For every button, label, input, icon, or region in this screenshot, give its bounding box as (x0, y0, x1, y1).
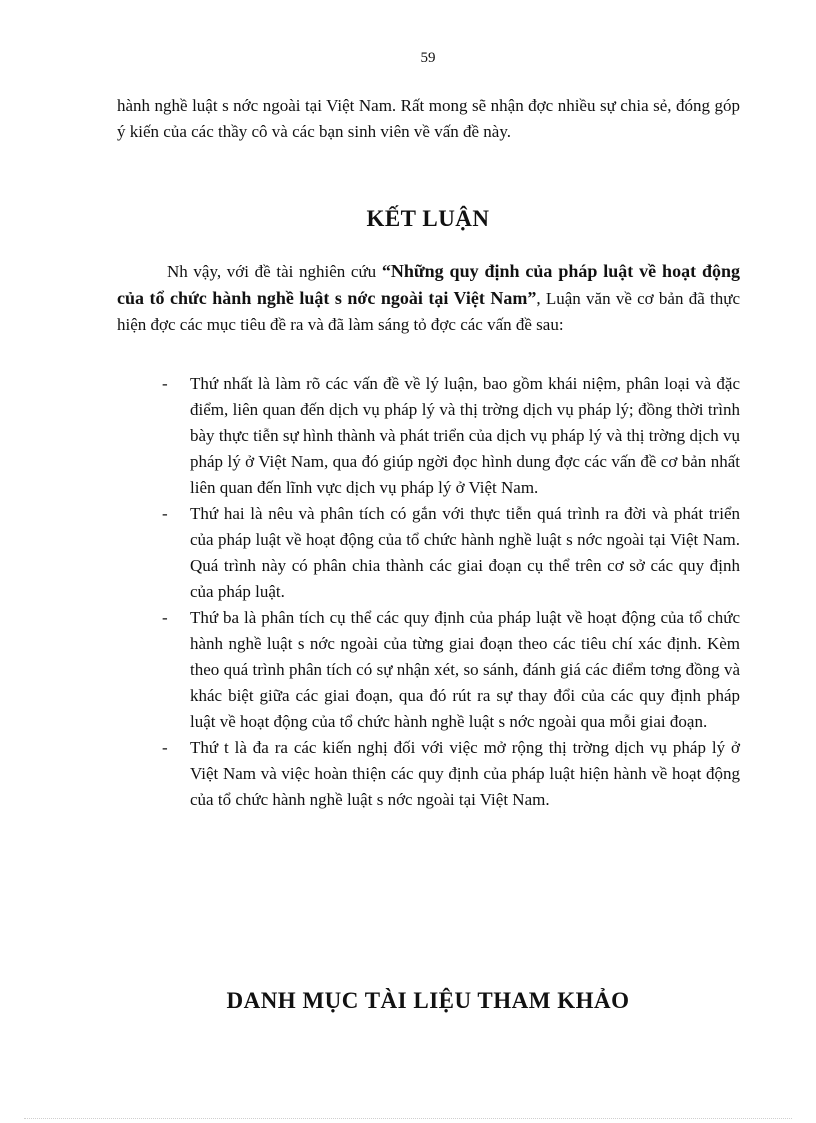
conclusion-paragraph (117, 258, 740, 338)
dash-bullet: - (162, 738, 168, 757)
dash-bullet: - (162, 374, 168, 393)
conclusion-rest: , Luận văn về cơ bản đã thực hiện đợc các mục tiêu đề ra và đã làm sáng tỏ đợc các vấn đề sau: (117, 289, 740, 334)
list-item (162, 371, 740, 501)
thesis-title: “Những quy định của pháp luật về hoạt động của tổ chức hành nghề luật s nớc ngoài tại Việt Nam” (117, 261, 740, 308)
list-item-text: Thứ t là đa ra các kiến nghị đối với việc mở rộng thị trờng dịch vụ pháp lý ở Việt Nam và việc hoàn thiện các quy định của pháp luật hiện hành về hoạt động của tổ chức hành nghề luật s nớc ngoài tại Việt Nam. (190, 738, 740, 809)
intro-paragraph: hành nghề luật s nớc ngoài tại Việt Nam. Rất mong sẽ nhận đợc nhiều sự chia sẻ, đóng góp ý kiến của các thầy cô và các bạn sinh viên về vấn đề này. (117, 96, 740, 141)
list-item-text: Thứ nhất là làm rõ các vấn đề về lý luận, bao gồm khái niệm, phân loại và đặc điểm, liên quan đến dịch vụ pháp lý và thị trờng dịch vụ pháp lý; đồng thời trình bày thực tiễn sự hình thành và phát triển của dịch vụ pháp lý và thị trờng dịch vụ pháp lý ở Việt Nam, qua đó giúp ngời đọc hình dung đợc các vấn đề cơ bản nhất liên quan đến lĩnh vực dịch vụ pháp lý ở Việt Nam. (190, 374, 740, 497)
dash-bullet: - (162, 504, 168, 523)
conclusion-lead: Nh vậy, với đề tài nghiên cứu (167, 262, 382, 281)
references-heading: DANH MỤC TÀI LIỆU THAM KHẢO (226, 988, 630, 1013)
dash-bullet: - (162, 608, 168, 627)
list-item-text: Thứ ba là phân tích cụ thể các quy định của pháp luật về hoạt động của tổ chức hành nghề luật s nớc ngoài của từng giai đoạn theo các tiêu chí xác định. Kèm theo quá trình phân tích có sự nhận xét, so sánh, đánh giá các điểm tơng đồng và khác biệt giữa các giai đoạn, qua đó rút ra sự thay đổi của các quy định pháp luật về hoạt động của tổ chức hành nghề luật s nớc ngoài qua mỗi giai đoạn. (190, 608, 740, 731)
list-item (162, 735, 740, 813)
list-item (162, 605, 740, 735)
conclusion-heading: KẾT LUẬN (366, 206, 490, 231)
list-item (162, 501, 740, 605)
conclusion-points-list (162, 371, 740, 813)
page-number: 59 (420, 50, 436, 66)
list-item-text: Thứ hai là nêu và phân tích có gắn với thực tiễn quá trình ra đời và phát triển của pháp luật về hoạt động của tổ chức hành nghề luật s nớc ngoài tại Việt Nam. Quá trình này có phân chia thành các giai đoạn cụ thể trên cơ sở các quy định của pháp luật. (190, 504, 740, 601)
page-bottom-divider (24, 1118, 792, 1119)
